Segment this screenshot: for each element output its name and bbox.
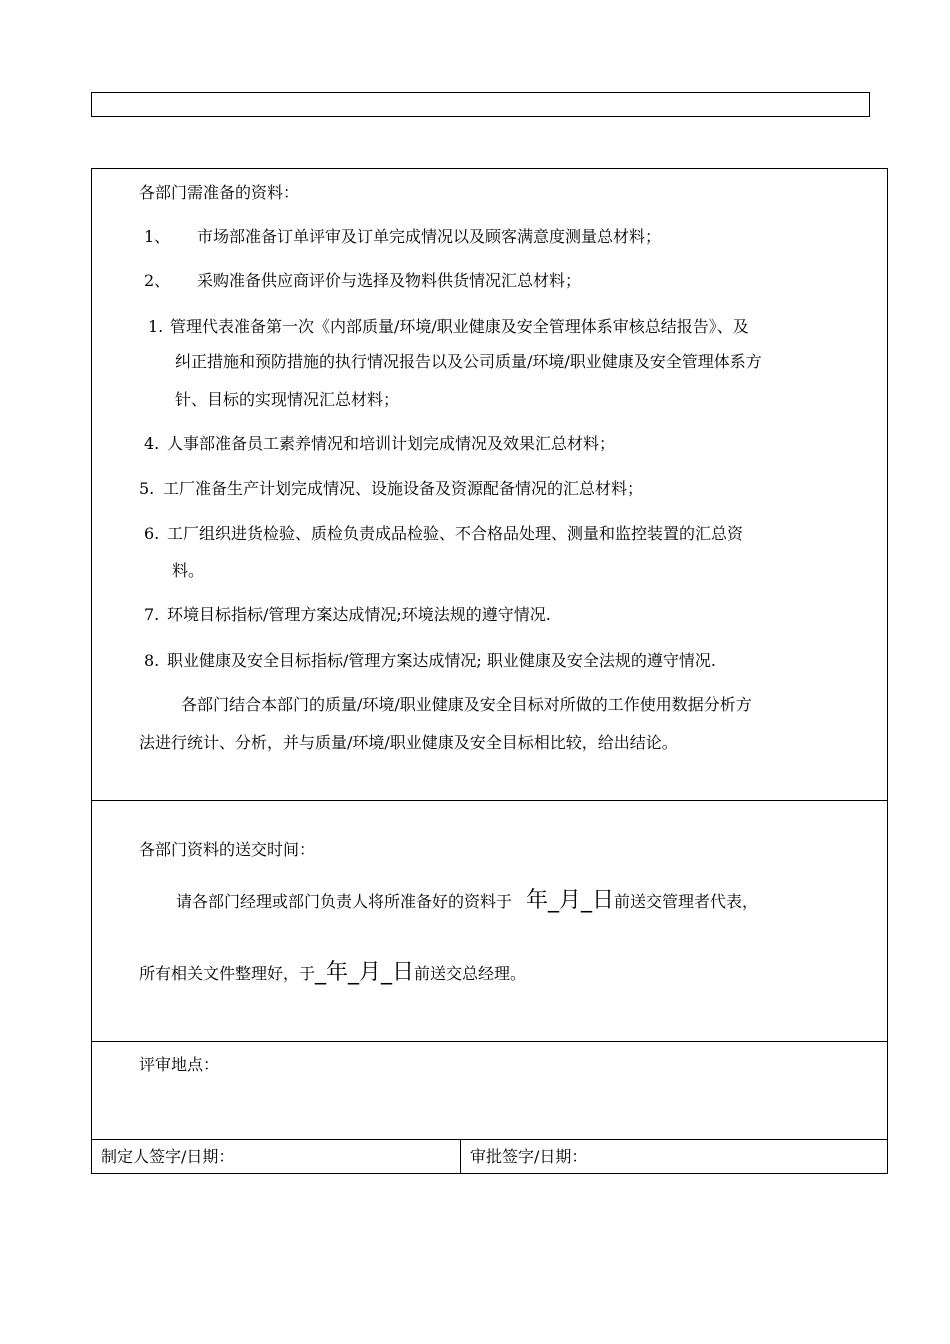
list-item: 人事部准备员工素养情况和培训计划完成情况及效果汇总材料； [167,434,616,453]
list-item: 管理代表准备第一次《内部质量/环境/职业健康及安全管理体系审核总结报告》、及 [170,317,749,336]
item-number: 2、 [144,271,171,290]
list-item: 职业健康及安全目标指标/管理方案达成情况; 职业健康及安全法规的遵守情况. [167,651,716,670]
submission-line-2 [139,958,526,989]
signature-row [92,1140,887,1173]
submission-line-2-tail: 前送交总经理。 [414,964,527,983]
item-number: 7. [144,605,160,624]
materials-section [92,169,887,801]
review-location-section [92,1042,887,1140]
review-notice-form [91,168,888,1174]
gm-deadline-date: _年_月_日 [315,960,415,985]
list-item: 工厂组织进货检验、质检负责成品检验、不合格品处理、测量和监控装置的汇总资 [167,524,744,543]
list-item: 工厂准备生产计划完成情况、设施设备及资源配备情况的汇总材料； [163,479,644,498]
review-location-label: 评审地点： [139,1055,220,1074]
approver-signature-label: 审批签字/日期： [470,1147,588,1166]
submission-heading: 各部门资料的送交时间： [139,840,316,859]
header-box [91,92,870,117]
list-item-continuation: 纠正措施和预防措施的执行情况报告以及公司质量/环境/职业健康及安全管理体系方 [175,352,762,371]
preparer-signature-label: 制定人签字/日期： [101,1147,235,1166]
item-number: 6. [144,524,160,543]
summary-paragraph: 各部门结合本部门的质量/环境/职业健康及安全目标对所做的工作使用数据分析方 [181,695,752,714]
signature-divider [460,1140,461,1173]
item-number: 5. [139,479,155,498]
list-item-continuation: 料。 [172,561,205,580]
summary-paragraph-continuation: 法进行统计、分析，并与质量/环境/职业健康及安全目标相比较，给出结论。 [139,733,678,752]
submission-line-2-text: 所有相关文件整理好，于 [139,964,316,983]
submission-line-1-text: 请各部门经理或部门负责人将所准备好的资料于 [176,892,513,911]
item-number: 4. [144,434,160,453]
list-item-continuation: 针、目标的实现情况汇总材料； [175,390,400,409]
item-number: 1. [148,317,164,336]
submission-line-1 [176,886,758,917]
manager-rep-deadline-date: 年_月_日 [526,888,615,913]
list-item: 市场部准备订单评审及订单完成情况以及顾客满意度测量总材料； [197,227,662,246]
list-item: 环境目标指标/管理方案达成情况;环境法规的遵守情况. [167,605,551,624]
submission-time-section [92,801,887,1042]
materials-heading: 各部门需准备的资料： [139,183,300,202]
item-number: 1、 [144,227,171,246]
list-item: 采购准备供应商评价与选择及物料供货情况汇总材料； [197,271,582,290]
item-number: 8. [144,651,160,670]
submission-line-1-tail: 前送交管理者代表， [614,892,759,911]
